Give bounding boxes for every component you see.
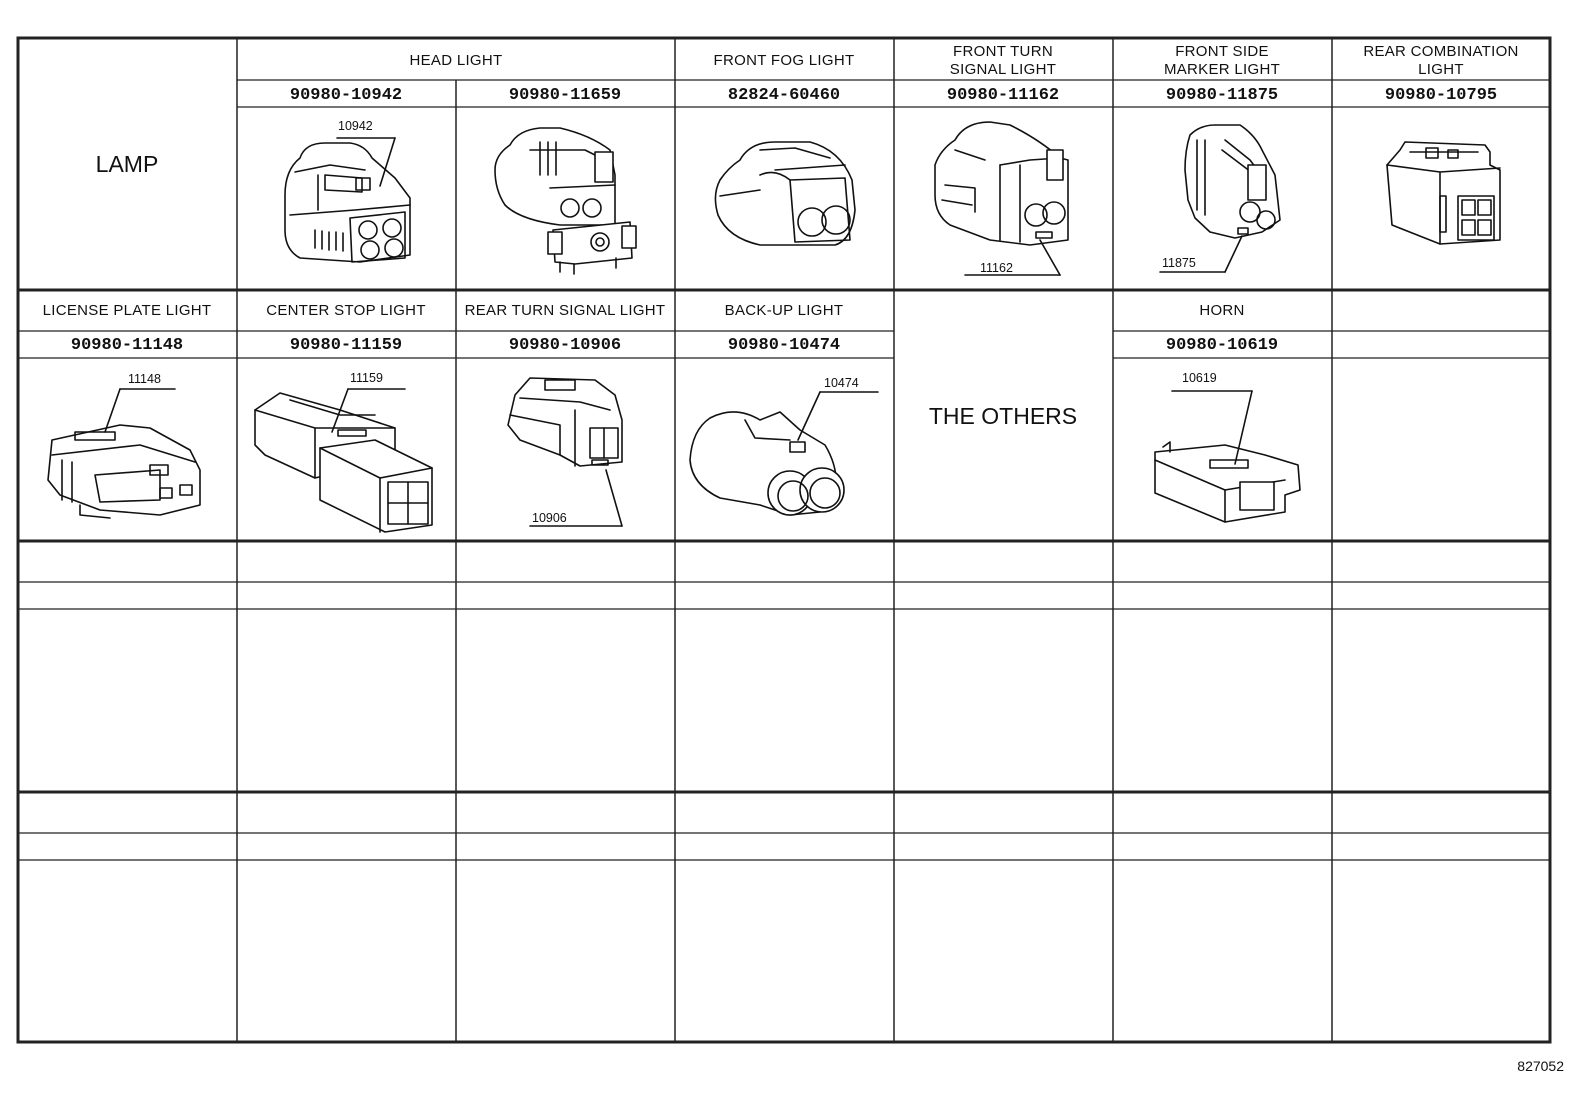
part-number-90980-11148: 90980-11148: [70, 336, 184, 355]
connector-11148-drawing: [48, 389, 200, 518]
connector-60460-drawing: [715, 142, 855, 245]
part-number-90980-10942: 90980-10942: [289, 86, 403, 105]
figure-number: 827052: [1517, 1058, 1564, 1074]
callout-10474: 10474: [824, 376, 859, 390]
part-number-90980-11159: 90980-11159: [289, 336, 403, 355]
connector-11659-drawing: [495, 128, 636, 274]
header-center-stop-light: CENTER STOP LIGHT: [266, 302, 426, 319]
part-number-90980-10474: 90980-10474: [727, 336, 841, 355]
callout-11162: 11162: [980, 261, 1013, 275]
connector-10906-drawing: [508, 378, 622, 526]
callout-10906: 10906: [532, 511, 567, 525]
part-number-90980-10795: 90980-10795: [1384, 86, 1498, 105]
header-rear-combination-light-line2: LIGHT: [1418, 61, 1464, 78]
header-front-side-marker-light-line1: FRONT SIDE: [1175, 43, 1269, 60]
connector-11875-drawing: [1160, 125, 1280, 272]
connector-10619-drawing: [1155, 391, 1300, 522]
part-number-90980-10619: 90980-10619: [1165, 336, 1279, 355]
header-rear-combination-light-line1: REAR COMBINATION: [1363, 43, 1519, 60]
part-number-90980-11162: 90980-11162: [946, 86, 1060, 105]
header-head-light: HEAD LIGHT: [409, 52, 503, 69]
connector-11162-drawing: [935, 122, 1068, 275]
connector-10942-drawing: [285, 138, 410, 262]
connector-10474-drawing: [690, 392, 878, 515]
others-label: THE OTHERS: [928, 403, 1078, 429]
header-rear-turn-signal-light: REAR TURN SIGNAL LIGHT: [464, 302, 666, 319]
part-number-90980-10906: 90980-10906: [508, 336, 622, 355]
part-number-90980-11875: 90980-11875: [1165, 86, 1279, 105]
lamp-label: LAMP: [95, 151, 159, 177]
header-license-plate-light: LICENSE PLATE LIGHT: [42, 302, 212, 319]
callout-10619: 10619: [1182, 371, 1217, 385]
part-number-82824-60460: 82824-60460: [727, 86, 841, 105]
callout-11159: 11159: [350, 371, 383, 385]
header-front-side-marker-light-line2: MARKER LIGHT: [1163, 61, 1281, 78]
callout-11875: 11875: [1162, 256, 1196, 270]
header-horn: HORN: [1199, 302, 1245, 319]
connector-11159-drawing: [255, 389, 432, 532]
header-front-turn-signal-light-line2: SIGNAL LIGHT: [949, 61, 1057, 78]
header-front-fog-light: FRONT FOG LIGHT: [713, 52, 855, 69]
part-number-90980-11659: 90980-11659: [508, 86, 622, 105]
header-back-up-light: BACK-UP LIGHT: [724, 302, 844, 319]
header-front-turn-signal-light-line1: FRONT TURN: [953, 43, 1053, 60]
connector-10795-drawing: [1387, 142, 1500, 244]
callout-11148: 11148: [128, 372, 161, 386]
callout-10942: 10942: [338, 119, 373, 133]
